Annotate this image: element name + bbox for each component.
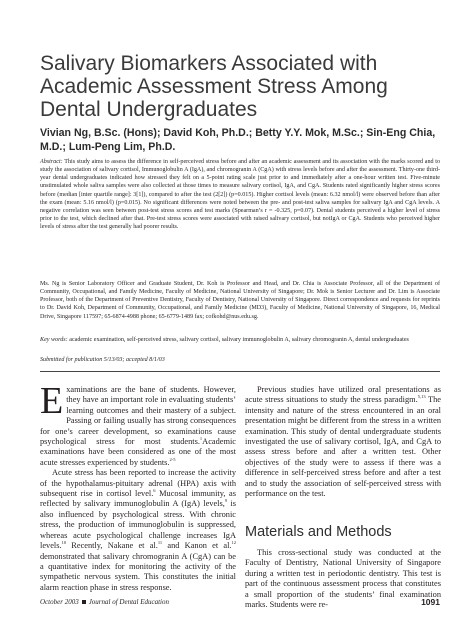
- methods-paragraph-1: This cross-sectional study was conducted at the Faculty of Dentistry, National University of Singapore during a written test in periodontic dentistry. This test is part of the continuous assessment process that constitutes a small proportion of the students’ final examination marks. Students were re-: [245, 548, 441, 610]
- journal-name: Journal of Dental Education: [88, 598, 169, 606]
- article-title: Salivary Biomarkers Associated with Academic Assessment Stress Among Dental Undergraduates: [40, 52, 388, 121]
- section-divider: [40, 371, 440, 372]
- running-footer: [40, 598, 169, 606]
- issue-date: October 2003: [40, 598, 79, 606]
- intro-paragraph-1: Examinations are the bane of students. However, they have an important role in evaluating students’ learning outcomes and their mastery of a subject. Passing or failing usually has strong consequences for one’s career development, so examinations cause psychological stress for most students.$^1$Academic examinations have been considered as one of the most acute stresses experienced by students.$^{2-5}$: [40, 380, 236, 467]
- intro-paragraph-2: Acute stress has been reported to increase the activity of the hypothalamus-pituitary adrenal (HPA) axis with subsequent rise in cortisol level.$^6$ Mucosal immunity, as reflected by salivary immunoglobulin A (IgA) levels,$^9$ is also influenced by psychological stress. With chronic stress, the production of immunoglobulin is suppressed, whereas acute psychological challenge increases IgA levels.$^{10}$ Recently, Nakane et al.$^{11}$ and Kanon et al.$^{12}$ demonstrated that salivary chromogranin A (CgA) can be a quantitative index for monitoring the activity of the sympathetic nervous system. This constitutes the initial alarm reaction phase in stress response.: [40, 468, 237, 592]
- author-list: Vivian Ng, B.Sc. (Hons); David Koh, Ph.D.; Betty Y.Y. Mok, M.Sc.; Sin-Eng Chia, M.D.; Lum-Peng Lim, Ph.D.: [40, 127, 436, 153]
- keywords: [40, 336, 440, 344]
- abstract: [40, 158, 440, 231]
- abstract-label: Abstract:: [40, 159, 63, 165]
- methods-column: [245, 548, 441, 610]
- author-affiliations: Ms. Ng is Senior Laboratory Officer and Graduate Student, Dr. Koh is Professor and Head, and Dr. Chia is Associate Professor, all of the Department of Community, Occupational, and Family Medicine, Faculty of Medicine, National University of Singapore; Dr. Mok is Senior Lecturer and Dr. Lim is Associate Professor, both of the Department of Preventive Dentistry, Faculty of Dentistry, National University of Singapore. Direct correspondence and requests for reprints to Dr. David Koh, Department of Community, Occupational, and Family Medicine (MD3), Faculty of Medicine, National University of Singapore, 16, Medical Drive, Singapore 117597; 65-6874-4988 phone; 65-6779-1489 fax; cofkohd@nus.edu.sg.: [40, 281, 440, 320]
- keywords-label: Key words:: [40, 337, 68, 343]
- section-heading-methods: Materials and Methods: [245, 524, 392, 540]
- abstract-text: This study aims to assess the difference in self-perceived stress before and after an academic assessment and its association with the marks scored and to study the association of salivary cortisol, Immunoglobulin A (IgA), and chromogranin A (CgA) with stress levels before and after the assessment. Thirty-one third-year dental undergraduates indicated how stressed they felt on a 5-point rating scale just prior to and immediately after a one-hour written test. Five-minute unstimulated whole saliva samples were also collected at those times to measure salivary cortisol, IgA, and CgA. Students rated significantly higher stress scores before (median [inter quartile range]: 3[1]), compared to after the test (2[2]) (p=0.015). Higher cortisol levels (mean: 6.32 nmol/l) were observed before than after the exam (mean: 5.16 nmol/l) (p=0.015). No significant differences were noted between the pre- and post-test saliva samples for salivary IgA and CgA levels. A negative correlation was seen between post-test stress scores and test marks (Spearman’s r = -0.325, p=0.07). Dental students perceived a higher level of stress prior to the test, which declined after that. Pre-test stress scores were associated with raised salivary cortisol, but notIgA or CgA. Students who perceived higher levels of stress after the test generally had poorer results.: [40, 159, 440, 231]
- square-bullet-icon: [82, 600, 86, 604]
- submission-dates: Submitted for publication 5/13/03; accepted 8/1/03: [40, 357, 165, 363]
- page-number: 1091: [421, 597, 440, 607]
- keywords-text: academic examination, self-perceived stress, salivary cortisol, salivary immunoglobulin A, salivary chromogranin A, dental undergraduates: [69, 337, 409, 343]
- drop-cap: E: [40, 380, 64, 422]
- body-column-left: [40, 380, 237, 593]
- intro-paragraph-3: Previous studies have utilized oral presentations as acute stress situations to study the stress paradigm.$^{5,13}$ The intensity and nature of the stress encountered in an oral presentation might be different from the stress in a written examination. This study of dental undergraduate students investigated the use of salivary cortisol, IgA, and CgA to assess stress before and after a written test. Other objectives of the study were to assess if there was a difference in self-perceived stress before and after a test and to study the association of self-perceived stress with performance on the test.: [245, 385, 441, 499]
- body-column-right: [245, 385, 441, 499]
